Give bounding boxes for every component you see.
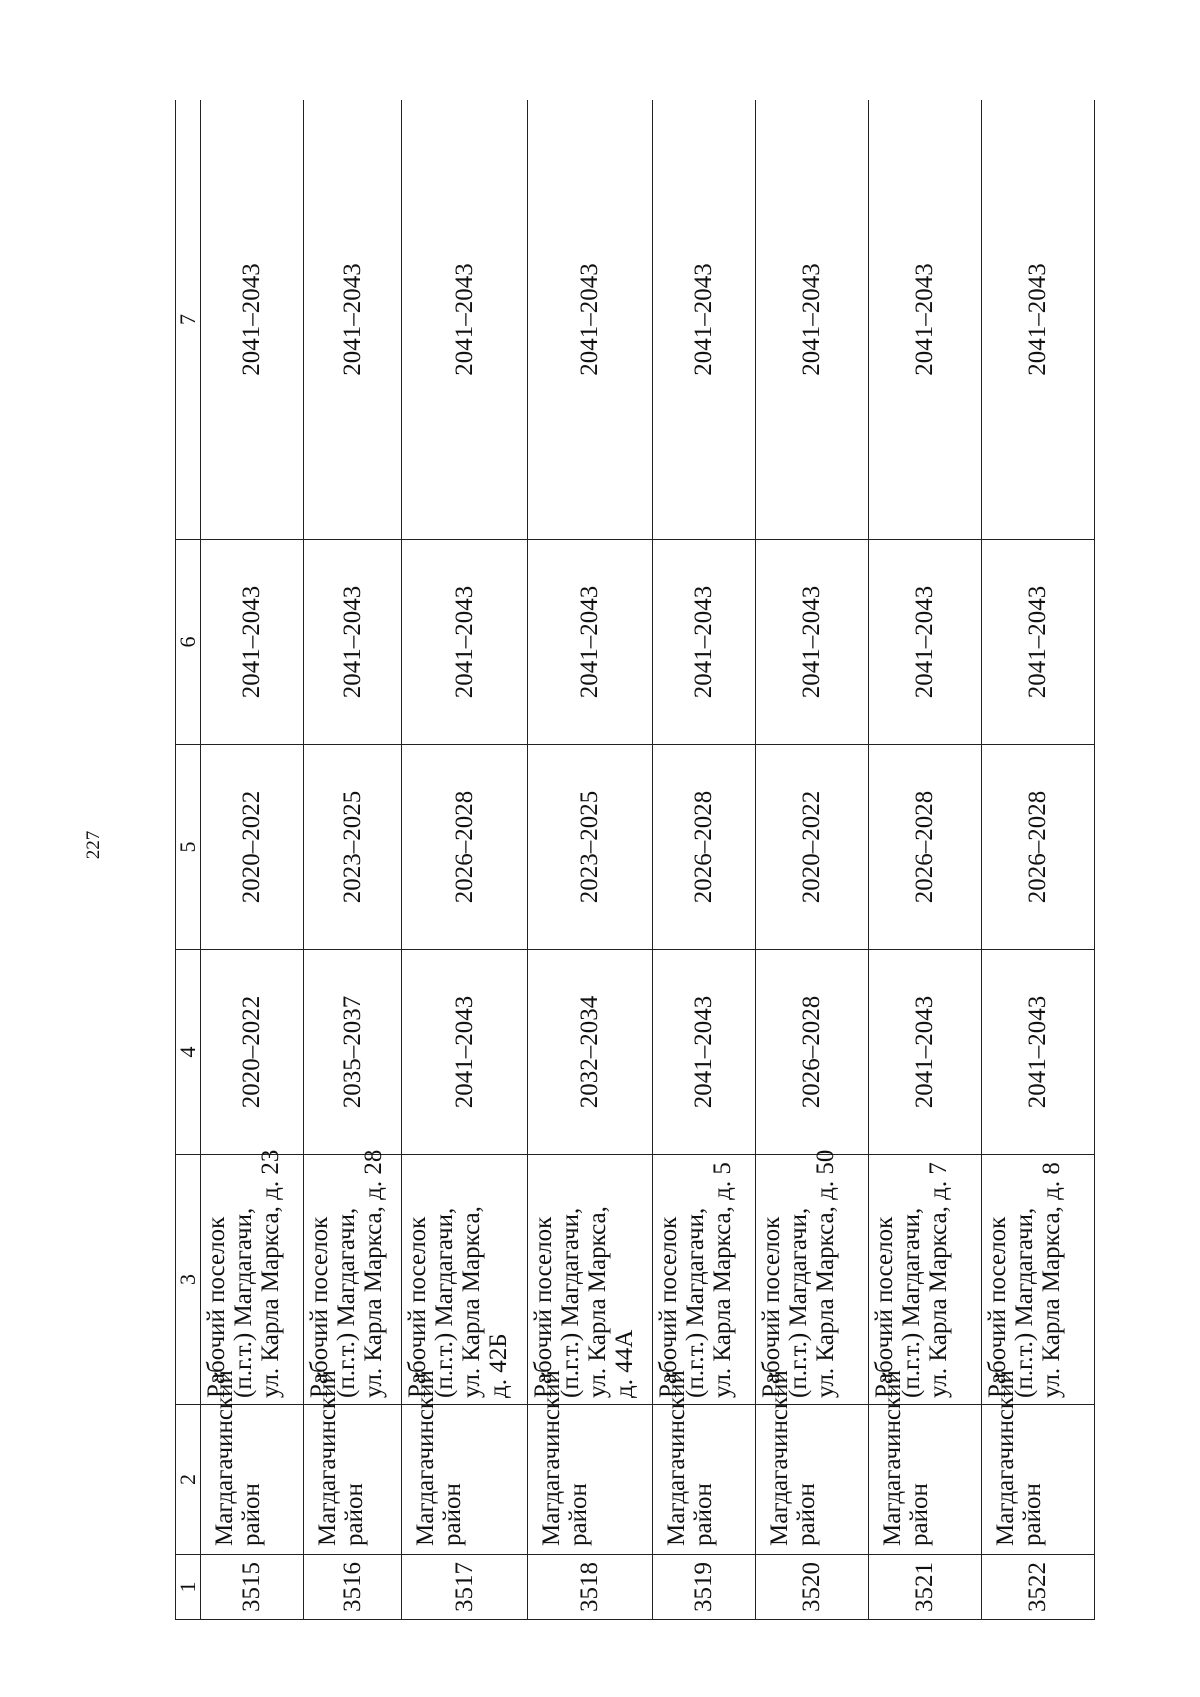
period-cell: 2041–2043 — [981, 100, 1094, 540]
header-row — [176, 100, 201, 1620]
table-row — [868, 100, 981, 1620]
address-line: (п.г.т.) Магдагачи, — [556, 1207, 584, 1398]
address-cell — [868, 1155, 981, 1405]
district-cell: Магдагачинский район — [402, 1405, 527, 1555]
period-cell: 2041–2043 — [527, 100, 652, 540]
period-cell: 2032–2034 — [527, 950, 652, 1155]
period-cell: 2041–2043 — [402, 950, 527, 1155]
period-cell: 2041–2043 — [755, 100, 868, 540]
period-cell: 2041–2043 — [402, 540, 527, 745]
period-cell: 2041–2043 — [653, 950, 756, 1155]
period-cell: 2041–2043 — [868, 950, 981, 1155]
header-cell: 1 — [176, 1555, 201, 1620]
district-cell: Магдагачинский район — [303, 1405, 402, 1555]
address-line: ул. Карла Маркса, д. 5 — [709, 1162, 737, 1398]
row-number: 3520 — [755, 1555, 868, 1620]
table-row — [303, 100, 402, 1620]
row-number: 3515 — [201, 1555, 304, 1620]
address-cell — [981, 1155, 1094, 1405]
header-cell: 5 — [176, 745, 201, 950]
address-line: (п.г.т.) Магдагачи, — [431, 1207, 459, 1398]
table-row — [527, 100, 652, 1620]
header-cell: 2 — [176, 1405, 201, 1555]
row-number: 3522 — [981, 1555, 1094, 1620]
address-line: Рабочий поселок — [870, 1216, 898, 1398]
period-cell: 2041–2043 — [981, 950, 1094, 1155]
address-cell — [653, 1155, 756, 1405]
address-cell — [402, 1155, 527, 1405]
table-row — [653, 100, 756, 1620]
row-number: 3518 — [527, 1555, 652, 1620]
period-cell: 2020–2022 — [755, 745, 868, 950]
address-line: (п.г.т.) Магдагачи, — [332, 1207, 360, 1398]
period-cell: 2041–2043 — [868, 100, 981, 540]
address-line: (п.г.т.) Магдагачи, — [682, 1207, 710, 1398]
period-cell: 2041–2043 — [527, 540, 652, 745]
period-cell: 2041–2043 — [303, 100, 402, 540]
period-cell: 2041–2043 — [201, 100, 304, 540]
address-cell — [201, 1149, 304, 1405]
period-cell: 2023–2025 — [527, 745, 652, 950]
period-cell: 2026–2028 — [868, 745, 981, 950]
address-line: Рабочий поселок — [305, 1216, 333, 1398]
period-cell: 2026–2028 — [755, 950, 868, 1155]
district-cell: Магдагачинский район — [201, 1405, 304, 1555]
period-cell: 2041–2043 — [981, 540, 1094, 745]
table-row — [755, 100, 868, 1620]
address-line: ул. Карла Маркса, д. 50 — [811, 1149, 839, 1398]
period-cell: 2026–2028 — [981, 745, 1094, 950]
period-cell: 2041–2043 — [653, 540, 756, 745]
district-cell: Магдагачинский район — [527, 1405, 652, 1555]
header-cell: 6 — [176, 540, 201, 745]
period-cell: 2041–2043 — [755, 540, 868, 745]
address-cell — [527, 1155, 652, 1405]
period-cell: 2026–2028 — [402, 745, 527, 950]
row-number: 3519 — [653, 1555, 756, 1620]
address-line: Рабочий поселок — [655, 1216, 683, 1398]
address-line: д. 42Б — [485, 1333, 513, 1398]
table-row — [981, 100, 1094, 1620]
row-number: 3517 — [402, 1555, 527, 1620]
table-row — [201, 100, 304, 1620]
address-line: (п.г.т.) Магдагачи, — [230, 1207, 257, 1398]
period-cell: 2041–2043 — [201, 540, 304, 745]
address-line: (п.г.т.) Магдагачи, — [1010, 1207, 1038, 1398]
district-cell: Магдагачинский район — [755, 1405, 868, 1555]
period-cell: 2041–2043 — [402, 100, 527, 540]
header-cell: 3 — [176, 1155, 201, 1405]
address-line: ул. Карла Маркса, д. 23 — [257, 1149, 284, 1398]
period-cell: 2023–2025 — [303, 745, 402, 950]
district-cell: Магдагачинский район — [653, 1405, 756, 1555]
period-cell: 2041–2043 — [303, 540, 402, 745]
period-cell: 2020–2022 — [201, 745, 304, 950]
row-number: 3516 — [303, 1555, 402, 1620]
period-cell: 2041–2043 — [868, 540, 981, 745]
address-line: ул. Карла Маркса, — [458, 1206, 486, 1398]
address-line: (п.г.т.) Магдагачи, — [897, 1207, 925, 1398]
address-cell — [303, 1149, 402, 1405]
address-line: Рабочий поселок — [757, 1216, 785, 1398]
address-cell — [755, 1149, 868, 1405]
rotated-table-wrapper — [175, 100, 1095, 1620]
address-line: Рабочий поселок — [529, 1216, 557, 1398]
row-number: 3521 — [868, 1555, 981, 1620]
period-cell: 2026–2028 — [653, 745, 756, 950]
address-line: Рабочий поселок — [404, 1216, 432, 1398]
district-cell: Магдагачинский район — [981, 1405, 1094, 1555]
address-line: ул. Карла Маркса, д. 28 — [359, 1149, 387, 1398]
district-cell: Магдагачинский район — [868, 1405, 981, 1555]
page-number: 227 — [83, 830, 104, 860]
header-cell: 7 — [176, 100, 201, 540]
address-line: ул. Карла Маркса, д. 8 — [1037, 1162, 1065, 1398]
period-cell: 2035–2037 — [303, 950, 402, 1155]
address-line: (п.г.т.) Магдагачи, — [784, 1207, 812, 1398]
address-line: ул. Карла Маркса, — [583, 1206, 611, 1398]
data-table — [175, 100, 1095, 1620]
address-line: Рабочий поселок — [203, 1216, 230, 1398]
address-line: Рабочий поселок — [983, 1216, 1011, 1398]
address-line: ул. Карла Маркса, д. 7 — [924, 1162, 952, 1398]
header-cell: 4 — [176, 950, 201, 1155]
address-line: д. 44А — [610, 1329, 638, 1398]
table-row — [402, 100, 527, 1620]
period-cell: 2020–2022 — [201, 950, 304, 1155]
period-cell: 2041–2043 — [653, 100, 756, 540]
